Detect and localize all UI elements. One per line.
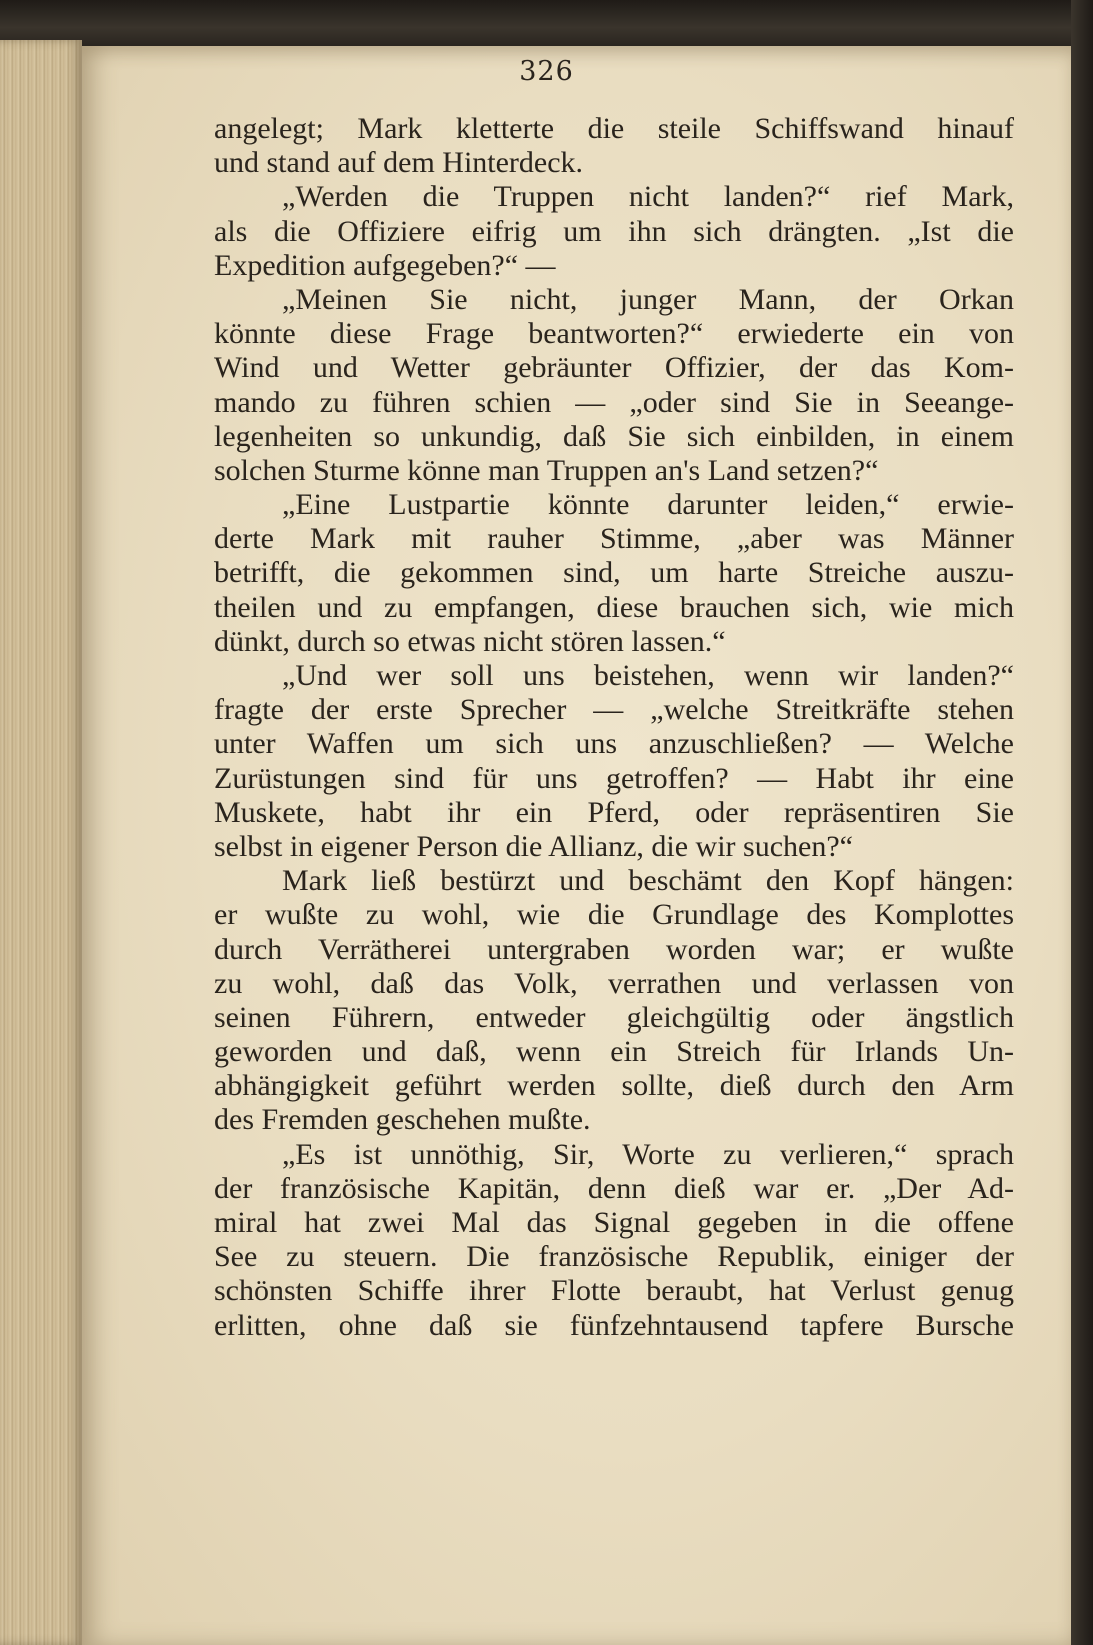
text-line: der französische Kapitän, denn dieß war er. „Der Ad-: [214, 1171, 1014, 1205]
text-line: Wind und Wetter gebräunter Offizier, der das Kom-: [214, 351, 1014, 385]
book-cover-right: [1071, 0, 1093, 1645]
text-line: „Es ist unnöthig, Sir, Worte zu verlieren,“ sprach: [282, 1137, 1014, 1171]
text-line: und stand auf dem Hinterdeck.: [214, 146, 584, 180]
text-line: könnte diese Frage beantworten?“ erwiederte ein von: [214, 317, 1014, 351]
page-edges: [0, 40, 82, 1645]
text-line: angelegt; Mark kletterte die steile Schiffswand hinauf: [214, 112, 1014, 145]
text-line: seinen Führern, entweder gleichgültig oder ängstlich: [214, 1000, 1014, 1034]
text-line: „Eine Lustpartie könnte darunter leiden,“ erwie-: [282, 488, 1014, 522]
text-line: unter Waffen um sich uns anzuschließen? — Welche: [214, 727, 1014, 761]
text-line: des Fremden geschehen mußte.: [214, 1103, 591, 1137]
text-line: zu wohl, daß das Volk, verrathen und verlassen von: [214, 966, 1014, 1000]
text-line: er wußte zu wohl, wie die Grundlage des Komplottes: [214, 898, 1014, 932]
text-line: fragte der erste Sprecher — „welche Streitkräfte stehen: [214, 693, 1014, 727]
text-line: mando zu führen schien — „oder sind Sie in Seeange-: [214, 385, 1014, 419]
text-line: theilen und zu empfangen, diese brauchen sich, wie mich: [214, 590, 1014, 624]
text-line: Mark ließ bestürzt und beschämt den Kopf hängen:: [282, 864, 1014, 898]
page-number: 326: [519, 56, 574, 87]
text-line: Muskete, habt ihr ein Pferd, oder repräsentiren Sie: [214, 795, 1014, 829]
text-line: miral hat zwei Mal das Signal gegeben in die offene: [214, 1206, 1014, 1239]
text-line: schönsten Schiffe ihrer Flotte beraubt, hat Verlust genug: [214, 1274, 1014, 1308]
book-cover-top: [0, 0, 1093, 46]
text-line: abhängigkeit geführt werden sollte, dieß durch den Arm: [214, 1069, 1014, 1103]
text-line: durch Verrätherei untergraben worden war; er wußte: [214, 932, 1014, 966]
text-line: als die Offiziere eifrig um ihn sich drängten. „Ist die: [214, 214, 1014, 248]
text-line: solchen Sturme könne man Truppen an's Land setzen?“: [214, 453, 879, 487]
text-line: legenheiten so unkundig, daß Sie sich einbilden, in einem: [214, 419, 1014, 453]
text-line: geworden und daß, wenn ein Streich für Irlands Un-: [214, 1035, 1014, 1069]
page-text: [214, 112, 1014, 1343]
text-line: See zu steuern. Die französische Republik, einiger der: [214, 1240, 1014, 1274]
text-line: Expedition aufgegeben?“ —: [214, 248, 556, 282]
text-line: erlitten, ohne daß sie fünfzehntausend tapfere Bursche: [214, 1308, 1014, 1342]
text-line: betrifft, die gekommen sind, um harte Streiche auszu-: [214, 556, 1014, 590]
text-line: dünkt, durch so etwas nicht stören lassen.“: [214, 624, 726, 658]
text-line: derte Mark mit rauher Stimme, „aber was Männer: [214, 522, 1014, 556]
text-line: selbst in eigener Person die Allianz, die wir suchen?“: [214, 829, 853, 863]
text-line: „Meinen Sie nicht, junger Mann, der Orkan: [282, 282, 1014, 316]
text-line: Zurüstungen sind für uns getroffen? — Habt ihr eine: [214, 761, 1014, 795]
text-line: „Werden die Truppen nicht landen?“ rief Mark,: [282, 180, 1014, 214]
text-line: „Und wer soll uns beistehen, wenn wir landen?“: [282, 659, 1014, 692]
